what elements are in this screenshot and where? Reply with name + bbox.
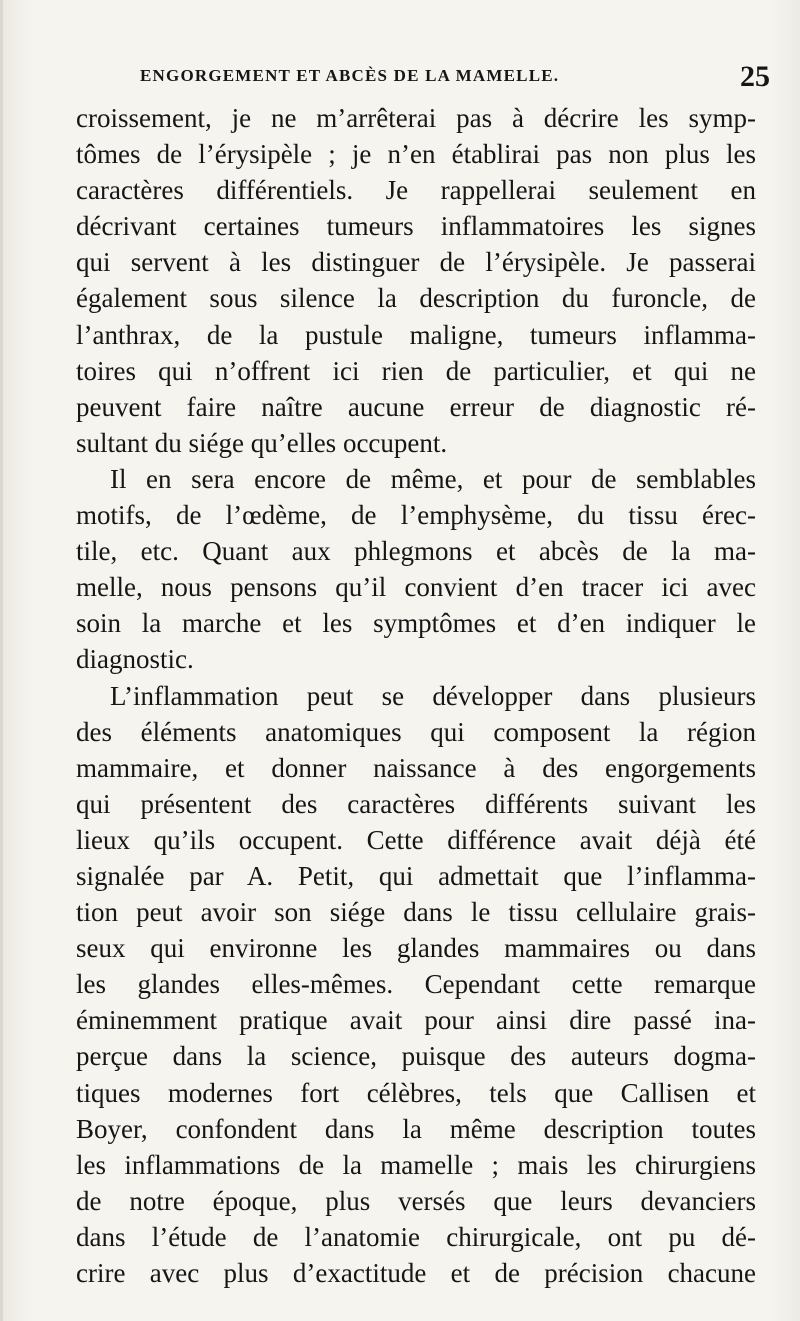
text-line: qui présentent des caractères différents suivant les (76, 788, 756, 819)
text-line: Il en sera encore de même, et pour de semblables (110, 463, 756, 494)
text-line: crire avec plus d’exactitude et de précision chacune (76, 1258, 756, 1288)
text-line: Boyer, confondent dans la même description toutes (76, 1113, 756, 1144)
text-line: tômes de l’érysipèle ; je n’en établirai pas non plus les (76, 139, 756, 170)
text-line: croissement, je ne m’arrêterai pas à décrire les symp- (76, 103, 756, 133)
text-line: décrivant certaines tumeurs inflammatoires les signes (76, 211, 756, 242)
text-line: signalée par A. Petit, qui admettait que l’inflamma- (76, 860, 756, 891)
text-line: l’anthrax, de la pustule maligne, tumeurs inflamma- (76, 319, 756, 350)
page-number: 25 (740, 60, 770, 93)
text-line: dans l’étude de l’anatomie chirurgicale, ont pu dé- (76, 1221, 756, 1252)
text-line: motifs, de l’œdème, de l’emphysème, du tissu érec- (76, 500, 756, 531)
running-head: ENGORGEMENT ET ABCÈS DE LA MAMELLE. (140, 66, 560, 85)
text-line: qui servent à les distinguer de l’érysipèle. Je passerai (76, 247, 756, 278)
text-line: tiques modernes fort célèbres, tels que Callisen et (76, 1077, 756, 1108)
text-line: mammaire, et donner naissance à des engorgements (76, 752, 756, 783)
text-line: toires qui n’offrent ici rien de particulier, et qui ne (76, 355, 756, 386)
text-line: également sous silence la description du furoncle, de (76, 283, 756, 314)
text-line: diagnostic. (76, 644, 194, 675)
text-line: tion peut avoir son siége dans le tissu cellulaire grais- (76, 897, 756, 928)
text-line: lieux qu’ils occupent. Cette différence avait déjà été (76, 824, 756, 855)
page-header (140, 60, 770, 92)
text-line: les glandes elles-mêmes. Cependant cette remarque (76, 969, 756, 1000)
text-line: L’inflammation peut se développer dans plusieurs (110, 680, 756, 711)
text-line: melle, nous pensons qu’il convient d’en tracer ici avec (76, 572, 756, 603)
text-line: éminemment pratique avait pour ainsi dire passé ina- (76, 1005, 756, 1036)
text-line: de notre époque, plus versés que leurs devanciers (76, 1185, 756, 1216)
text-line: des éléments anatomiques qui composent la région (76, 716, 756, 747)
text-line: peuvent faire naître aucune erreur de diagnostic ré- (76, 391, 756, 422)
body-text (76, 100, 756, 1291)
text-line: soin la marche et les symptômes et d’en indiquer le (76, 608, 756, 639)
text-line: tile, etc. Quant aux phlegmons et abcès de la ma- (76, 536, 756, 567)
text-line: sultant du siége qu’elles occupent. (76, 427, 448, 458)
text-line: les inflammations de la mamelle ; mais les chirurgiens (76, 1149, 756, 1180)
text-line: caractères différentiels. Je rappellerai seulement en (76, 175, 756, 206)
text-line: perçue dans la science, puisque des auteurs dogma- (76, 1041, 756, 1072)
text-line: seux qui environne les glandes mammaires ou dans (76, 933, 756, 964)
page-edge (0, 0, 3, 1321)
